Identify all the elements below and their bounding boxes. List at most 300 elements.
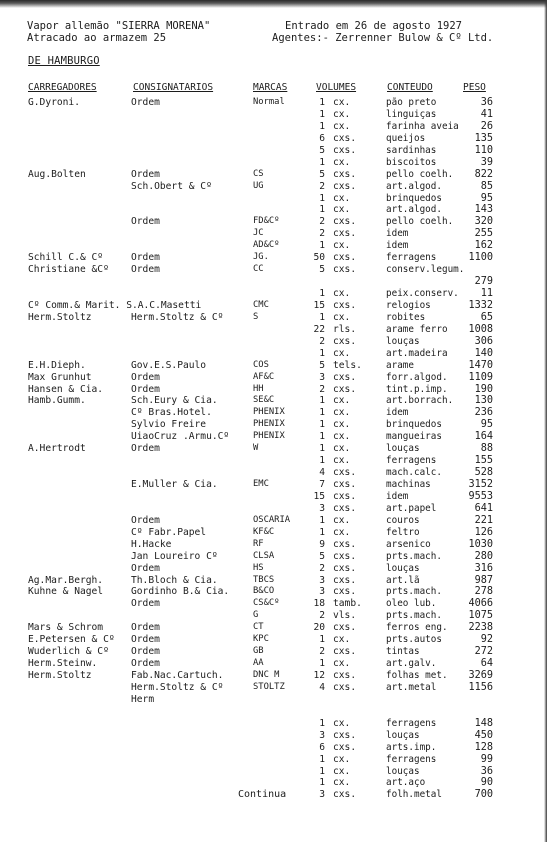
contents-cell: art.papel <box>386 502 437 514</box>
contents-cell: ferragens <box>386 753 437 765</box>
mark-cell: S <box>253 311 259 322</box>
consignee-cell: Ordem <box>131 264 160 276</box>
volume-unit-cell: cxs. <box>333 252 357 264</box>
volume-unit-cell: cxs. <box>333 335 357 347</box>
volume-count-cell: 2 <box>319 335 325 347</box>
table-row <box>0 610 547 622</box>
weight-cell: 280 <box>474 550 493 562</box>
shipper-cell: Cº Comm.& Marit. S.A.C.Masetti <box>28 299 202 311</box>
weight-cell: 155 <box>474 455 493 467</box>
table-row <box>0 348 547 360</box>
weight-cell: 36 <box>480 97 493 108</box>
table-row <box>0 586 547 598</box>
contents-cell: machinas <box>386 479 431 490</box>
col-carregadores: CARREGADORES <box>28 82 97 93</box>
table-row <box>0 491 547 503</box>
volume-unit-cell: cx. <box>333 311 351 323</box>
contents-cell: farinha aveia <box>386 120 459 132</box>
consignee-cell: Herm.Stoltz & Cº <box>131 311 224 323</box>
volume-count-cell: 1 <box>319 514 325 526</box>
consignee-cell: Gordinho B.& Cia. <box>131 586 230 598</box>
contents-cell: idem <box>386 490 409 502</box>
contents-cell: prts.mach. <box>386 586 442 598</box>
contents-cell: biscoitos <box>386 156 437 168</box>
table-row <box>0 527 547 539</box>
volume-unit-cell: cxs. <box>333 538 357 550</box>
contents-cell: mach.calc. <box>386 467 442 479</box>
consignee-cell: Ordem <box>131 634 160 646</box>
contents-cell: forr.algod. <box>386 371 448 383</box>
table-row <box>0 658 547 670</box>
shipper-cell: Herm.Stoltz <box>28 311 92 323</box>
col-conteudo: CONTEUDO <box>387 82 433 93</box>
consignee-cell: Sch.Obert & Cº <box>131 180 212 192</box>
table-row <box>0 407 547 419</box>
weight-cell: 700 <box>474 789 493 801</box>
volume-unit-cell: cx. <box>333 753 351 765</box>
table-row <box>0 97 547 109</box>
table-row <box>0 670 547 682</box>
shipper-cell: Wuderlich & Cº <box>28 646 109 658</box>
table-row <box>0 515 547 527</box>
mark-cell: TBCS <box>253 574 275 585</box>
volume-count-cell: 15 <box>313 490 325 502</box>
col-marcas: MARCAS <box>253 82 288 93</box>
volume-count-cell: 4 <box>319 681 325 693</box>
volume-unit-cell: cx. <box>333 120 351 132</box>
contents-cell: idem <box>386 240 409 252</box>
volume-unit-cell: cxs. <box>333 681 357 693</box>
column-headers <box>0 82 547 96</box>
contents-cell: art.galv. <box>386 658 437 670</box>
scan-edge-top <box>0 0 547 8</box>
table-row <box>0 360 547 372</box>
table-row <box>0 276 547 288</box>
volume-count-cell: 1 <box>319 192 325 204</box>
volume-count-cell: 3 <box>319 586 325 598</box>
mark-cell: Normal <box>253 97 285 107</box>
volume-unit-cell: cxs. <box>333 144 357 156</box>
table-row <box>0 372 547 384</box>
mark-cell: AF&C <box>253 371 275 382</box>
table-row <box>0 503 547 515</box>
weight-cell: 1008 <box>468 323 493 335</box>
weight-cell: 148 <box>474 717 493 729</box>
table-row <box>0 300 547 312</box>
volume-unit-cell: cxs. <box>333 670 357 681</box>
contents-cell: ferragens <box>386 717 437 729</box>
mark-cell: JG. <box>253 252 269 263</box>
contents-cell: art.madeira <box>386 347 448 359</box>
table-row <box>0 228 547 240</box>
contents-cell: louças <box>386 765 420 777</box>
shipper-cell: Herm.Stoltz <box>28 670 92 681</box>
contents-cell: arame ferro <box>386 323 448 335</box>
volume-unit-cell: cxs. <box>333 586 357 598</box>
weight-cell: 279 <box>474 276 493 288</box>
consignee-cell: Cº Bras.Hotel. <box>131 407 212 419</box>
mark-cell: HH <box>253 383 264 394</box>
volume-count-cell: 5 <box>319 550 325 562</box>
table-row <box>0 431 547 443</box>
volume-unit-cell: cxs. <box>333 562 357 574</box>
table-row <box>0 777 547 789</box>
mark-cell: CS <box>253 168 264 179</box>
volume-count-cell: 3 <box>319 574 325 586</box>
contents-cell: ferragens <box>386 455 437 467</box>
volume-unit-cell: cx. <box>333 288 351 299</box>
contents-cell: pão preto <box>386 97 437 108</box>
volume-count-cell: 1 <box>319 634 325 646</box>
volume-count-cell: 2 <box>319 383 325 395</box>
contents-cell: art.algod. <box>386 204 442 216</box>
weight-cell: 2238 <box>468 622 493 634</box>
col-consignatarios: CONSIGNATARIOS <box>133 82 214 93</box>
table-row <box>0 575 547 587</box>
weight-cell: 1156 <box>468 681 493 693</box>
contents-cell: queijos <box>386 132 426 144</box>
shipper-cell: Hansen & Cia. <box>28 383 104 395</box>
volume-count-cell: 3 <box>319 789 325 801</box>
volume-unit-cell: cxs. <box>333 383 357 395</box>
consignee-cell: Ordem <box>131 97 160 108</box>
weight-cell: 316 <box>474 562 493 574</box>
shipper-cell: Schill C.& Cº <box>28 252 104 264</box>
weight-cell: 822 <box>474 168 493 180</box>
volume-count-cell: 1 <box>319 108 325 120</box>
volume-count-cell: 2 <box>319 610 325 622</box>
contents-cell: brinquedos <box>386 419 442 431</box>
volume-unit-cell: cxs. <box>333 574 357 586</box>
mark-cell: W <box>253 443 259 454</box>
mark-cell: OSCARIA <box>253 514 291 525</box>
weight-cell: 236 <box>474 407 493 419</box>
weight-cell: 11 <box>480 288 493 299</box>
table-row <box>0 479 547 491</box>
volume-count-cell: 18 <box>313 598 325 610</box>
table-row <box>0 204 547 216</box>
table-row <box>0 551 547 563</box>
mark-cell: RF <box>253 538 264 549</box>
volume-unit-cell: cxs. <box>333 371 357 383</box>
mark-cell: EMC <box>253 479 269 489</box>
mark-cell: SE&C <box>253 395 275 406</box>
volume-count-cell: 2 <box>319 228 325 240</box>
shipper-cell: Mars & Schrom <box>28 622 104 634</box>
volume-count-cell: 3 <box>319 729 325 741</box>
table-row <box>0 324 547 336</box>
contents-cell: sardinhas <box>386 144 437 156</box>
consignee-cell: Ordem <box>131 216 160 228</box>
volume-unit-cell: cxs. <box>333 264 357 276</box>
volume-unit-cell: cx. <box>333 419 351 431</box>
weight-cell: 255 <box>474 228 493 240</box>
consignee-cell: Ordem <box>131 562 160 574</box>
manifest-table <box>0 97 547 801</box>
volume-unit-cell: cxs. <box>333 646 357 658</box>
volume-count-cell: 1 <box>319 395 325 407</box>
weight-cell: 4066 <box>468 598 493 610</box>
volume-unit-cell: cxs. <box>333 490 357 502</box>
mark-cell: AD&Cº <box>253 240 280 251</box>
volume-count-cell: 1 <box>319 777 325 789</box>
consignee-cell: Herm.Stoltz & Cº <box>131 681 224 693</box>
consignee-cell: H.Hacke <box>131 538 172 550</box>
volume-count-cell: 3 <box>319 371 325 383</box>
table-row <box>0 384 547 396</box>
weight-cell: 135 <box>474 132 493 144</box>
weight-cell: 26 <box>480 120 493 132</box>
table-row <box>0 264 547 276</box>
shipper-cell: Kuhne & Nagel <box>28 586 104 598</box>
weight-cell: 1075 <box>468 610 493 622</box>
contents-cell: folhas met. <box>386 670 448 681</box>
volume-unit-cell: cx. <box>333 97 351 108</box>
volume-unit-cell: cx. <box>333 717 351 729</box>
weight-cell: 41 <box>480 108 493 120</box>
mark-cell: HS <box>253 562 264 573</box>
contents-cell: prts.autos <box>386 634 442 646</box>
contents-cell: arsenico <box>386 538 431 550</box>
volume-unit-cell: cx. <box>333 407 351 419</box>
table-row <box>0 109 547 121</box>
contents-cell: feltro <box>386 526 420 538</box>
volume-unit-cell: cx. <box>333 156 351 168</box>
table-row <box>0 455 547 467</box>
volume-count-cell: 1 <box>319 311 325 323</box>
contents-cell: idem <box>386 228 409 240</box>
mark-cell: G <box>253 610 259 621</box>
contents-cell: arts.imp. <box>386 741 437 753</box>
weight-cell: 320 <box>474 216 493 228</box>
volume-unit-cell: cx. <box>333 777 351 789</box>
weight-cell: 450 <box>474 729 493 741</box>
weight-cell: 3152 <box>468 479 493 490</box>
consignee-cell: Ordem <box>131 598 160 610</box>
agents-line: Agentes:- Zerrenner Bulow & Cº Ltd. <box>272 32 494 44</box>
shipper-cell: Max Grunhut <box>28 371 92 383</box>
weight-cell: 190 <box>474 383 493 395</box>
table-row <box>0 216 547 228</box>
volume-count-cell: 4 <box>319 467 325 479</box>
table-row <box>0 718 547 730</box>
weight-cell: 306 <box>474 335 493 347</box>
table-row <box>0 598 547 610</box>
weight-cell: 140 <box>474 347 493 359</box>
consignee-cell: Gov.E.S.Paulo <box>131 359 207 371</box>
volume-count-cell: 3 <box>319 502 325 514</box>
contents-cell: louças <box>386 729 420 741</box>
table-row <box>0 312 547 324</box>
contents-cell: art.borrach. <box>386 395 454 407</box>
table-row <box>0 467 547 479</box>
volume-unit-cell: cx. <box>333 765 351 777</box>
weight-cell: 130 <box>474 395 493 407</box>
table-row <box>0 157 547 169</box>
shipper-cell: Hamb.Gumm. <box>28 395 86 407</box>
consignee-cell: E.Muller & Cia. <box>131 479 218 490</box>
contents-cell: peix.conserv. <box>386 288 459 299</box>
consignee-cell: Ordem <box>131 371 160 383</box>
table-row <box>0 706 547 718</box>
mark-cell: STOLTZ <box>253 681 285 692</box>
contents-cell: idem <box>386 407 409 419</box>
mark-cell: PHENIX <box>253 407 285 418</box>
weight-cell: 1100 <box>468 252 493 264</box>
table-row <box>0 240 547 252</box>
table-row <box>0 622 547 634</box>
contents-cell: relogios <box>386 299 431 311</box>
shipper-cell: Christiane &Cº <box>28 264 109 276</box>
volume-unit-cell: cx. <box>333 455 351 467</box>
contents-cell: prts.mach. <box>386 610 442 622</box>
volume-unit-cell: cxs. <box>333 502 357 514</box>
table-row <box>0 730 547 742</box>
contents-cell: oleo lub. <box>386 598 437 610</box>
volume-count-cell: 2 <box>319 180 325 192</box>
mark-cell: DNC M <box>253 670 280 680</box>
continua-note: Continua <box>238 789 287 800</box>
shipper-cell: Ag.Mar.Bergh. <box>28 574 104 586</box>
volume-unit-cell: cx. <box>333 658 351 670</box>
volume-count-cell: 1 <box>319 443 325 455</box>
mark-cell: PHENIX <box>253 431 285 442</box>
mark-cell: CC <box>253 264 264 275</box>
contents-cell: couros <box>386 514 420 526</box>
weight-cell: 1332 <box>468 299 493 311</box>
volume-count-cell: 1 <box>319 204 325 216</box>
table-row <box>0 563 547 575</box>
weight-cell: 95 <box>480 192 493 204</box>
table-row <box>0 395 547 407</box>
volume-count-cell: 12 <box>313 670 325 681</box>
mark-cell: FD&Cº <box>253 216 280 227</box>
volume-unit-cell: cxs. <box>333 132 357 144</box>
table-row <box>0 169 547 181</box>
col-volumes: VOLUMES <box>316 82 357 93</box>
entry-date: Entrado em 26 de agosto 1927 <box>285 20 463 32</box>
table-row <box>0 133 547 145</box>
contents-cell: brinquedos <box>386 192 442 204</box>
volume-unit-cell: cx. <box>333 192 351 204</box>
consignee-cell: Ordem <box>131 168 160 180</box>
volume-unit-cell: cx. <box>333 240 351 252</box>
table-row <box>0 121 547 133</box>
ship-line: Vapor allemão "SIERRA MORENA" <box>27 20 211 32</box>
contents-cell: mangueiras <box>386 431 442 443</box>
table-row <box>0 754 547 766</box>
volume-count-cell: 2 <box>319 562 325 574</box>
contents-cell: art.metal <box>386 681 437 693</box>
weight-cell: 85 <box>480 180 493 192</box>
volume-count-cell: 50 <box>313 252 325 264</box>
consignee-cell: Ordem <box>131 658 160 670</box>
consignee-cell: Herm <box>131 693 155 705</box>
contents-cell: ferros eng. <box>386 622 448 634</box>
table-row <box>0 539 547 551</box>
contents-cell: prts.mach. <box>386 550 442 562</box>
volume-unit-cell: vls. <box>333 610 357 622</box>
contents-cell: pello coelh. <box>386 216 454 228</box>
contents-cell: pello coelh. <box>386 168 454 180</box>
volume-unit-cell: cxs. <box>333 550 357 562</box>
table-row <box>0 193 547 205</box>
weight-cell: 987 <box>474 574 493 586</box>
volume-count-cell: 6 <box>319 741 325 753</box>
mark-cell: UG <box>253 180 264 191</box>
volume-count-cell: 5 <box>319 264 325 276</box>
dock-line: Atracado ao armazem 25 <box>27 32 167 44</box>
mark-cell: COS <box>253 359 269 370</box>
weight-cell: 95 <box>480 419 493 431</box>
volume-unit-cell: cx. <box>333 395 351 407</box>
volume-unit-cell: cxs. <box>333 467 357 479</box>
weight-cell: 1030 <box>468 538 493 550</box>
volume-unit-cell: cx. <box>333 347 351 359</box>
volume-unit-cell: tels. <box>333 359 362 371</box>
contents-cell: louças <box>386 335 420 347</box>
volume-unit-cell: cxs. <box>333 216 357 228</box>
volume-unit-cell: cx. <box>333 108 351 120</box>
shipper-cell: E.Petersen & Cº <box>28 634 115 646</box>
weight-cell: 143 <box>474 204 493 216</box>
weight-cell: 92 <box>480 634 493 646</box>
weight-cell: 3269 <box>468 670 493 681</box>
volume-count-cell: 1 <box>319 97 325 108</box>
section-title: DE HAMBURGO <box>28 55 100 67</box>
contents-cell: louças <box>386 443 420 455</box>
consignee-cell: Ordem <box>131 646 160 658</box>
table-row <box>0 646 547 658</box>
weight-cell: 99 <box>480 753 493 765</box>
consignee-cell: Fab.Nac.Cartuch. <box>131 670 224 681</box>
volume-unit-cell: cx. <box>333 514 351 526</box>
weight-cell: 278 <box>474 586 493 598</box>
mark-cell: GB <box>253 646 264 657</box>
contents-cell: tintas <box>386 646 420 658</box>
volume-count-cell: 5 <box>319 144 325 156</box>
shipper-cell: Herm.Steinw. <box>28 658 98 670</box>
table-row <box>0 288 547 300</box>
contents-cell: folh.metal <box>386 789 442 801</box>
table-row <box>0 419 547 431</box>
weight-cell: 162 <box>474 240 493 252</box>
contents-cell: arame <box>386 359 414 371</box>
mark-cell: AA <box>253 658 264 669</box>
weight-cell: 110 <box>474 144 493 156</box>
volume-count-cell: 7 <box>319 479 325 490</box>
weight-cell: 36 <box>480 765 493 777</box>
weight-cell: 126 <box>474 526 493 538</box>
table-row <box>0 252 547 264</box>
volume-count-cell: 1 <box>319 120 325 132</box>
mark-cell: CT <box>253 622 264 633</box>
table-row <box>0 443 547 455</box>
weight-cell: 1109 <box>468 371 493 383</box>
volume-unit-cell: cx. <box>333 634 351 646</box>
volume-count-cell: 1 <box>319 347 325 359</box>
consignee-cell: Ordem <box>131 622 160 634</box>
volume-unit-cell: cxs. <box>333 729 357 741</box>
volume-count-cell: 22 <box>313 323 325 335</box>
table-row <box>0 742 547 754</box>
volume-unit-cell: cxs. <box>333 168 357 180</box>
shipper-cell: G.Dyroni. <box>28 97 80 108</box>
contents-cell: art.aço <box>386 777 426 789</box>
consignee-cell: Sylvio Freire <box>131 419 207 431</box>
weight-cell: 221 <box>474 514 493 526</box>
consignee-cell: Cº Fabr.Papel <box>131 526 207 538</box>
